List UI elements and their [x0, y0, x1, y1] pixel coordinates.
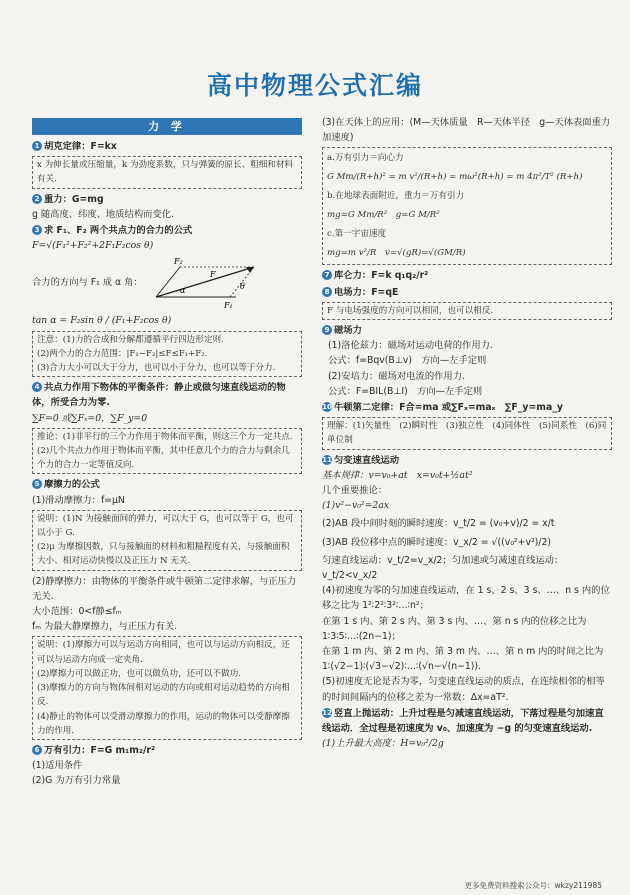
diagram-arrowhead [246, 267, 254, 273]
celestial-application-text: (3)在天体上的应用：(M—天体质量 R—天体半径 g—天体表面重力加速度) [322, 117, 611, 144]
vertical-throw-heading: 12 竖直上抛运动：上升过程是匀减速直线运动，下落过程是匀加速直线运动．全过程是初速度为 v₀、加速度为 −g 的匀变速直线运动. [322, 707, 604, 735]
magnetic-line: (2)安培力：磁场对电流的作用力. [328, 370, 465, 382]
diagram-label-theta: θ [240, 282, 245, 292]
gravity-heading: 2 重力：G=mg [32, 192, 302, 207]
diagram-label-f1: F₂ [174, 257, 183, 267]
resultant-force-heading: 3 求 F₁、F₂ 两个共点力的合力的公式 [32, 223, 302, 238]
number-badge-4: 4 [32, 382, 42, 392]
diagram-f1-vector [156, 267, 180, 297]
diagram-label-f: F [210, 270, 216, 280]
number-badge-12: 12 [322, 708, 332, 717]
static-friction-notes [32, 636, 302, 739]
sliding-friction-notes [32, 510, 302, 571]
tan-alpha-formula: tan α = F₂sin θ / (F₁+F₂cos θ) [32, 315, 172, 327]
newton-second-law-heading: 10 牛顿第二定律：F合=ma 或∑Fₓ=maₓ ∑F_y=ma_y [322, 402, 563, 414]
gravitation-condition: (1)适用条件 [32, 760, 83, 772]
equilibrium-notes [32, 428, 302, 475]
number-badge-1: 1 [32, 141, 42, 151]
section-header-mechanics: 力 学 [32, 118, 302, 135]
sliding-friction-formula: (1)滑动摩擦力：f=μN [32, 494, 125, 506]
number-badge-11: 11 [322, 455, 332, 464]
max-height-formula: (1)上升最大高度：H=v₀²/2g [322, 738, 444, 750]
diagram-label-alpha: α [180, 286, 186, 296]
magnetic-force-heading: 9 磁场力 [322, 323, 612, 338]
note-line: (3)摩擦力的方向与物体间相对运动的方向或相对运动趋势的方向相反. [37, 683, 290, 708]
note-line: (2)摩擦力可以做正功，也可以做负功，还可以不做功. [37, 668, 241, 679]
max-static-friction-text: fₘ 为最大静摩擦力，与正压力有关. [32, 621, 178, 633]
celestial-formula-box [322, 147, 612, 265]
kinematics-line: (5)初速度无论是否为零，匀变速直线运动的质点，在连续相邻的相等的时间间隔内的位移之差为一常数：Δx=aT². [322, 676, 605, 703]
page-title: 高中物理公式汇编 [206, 71, 423, 100]
note-line: (4)静止的物体可以受滑动摩擦力的作用，运动的物体可以受静摩擦力的作用. [37, 711, 290, 736]
number-badge-7: 7 [322, 270, 332, 280]
static-friction-text: (2)静摩擦力：由物体的平衡条件或牛顿第二定律求解，与正压力无关. [32, 575, 297, 602]
box-line: G Mm/(R+h)² = m v²/(R+h) = mω²(R+h) = m 4π²/T² (R+h) [327, 172, 583, 183]
box-line: c.第一宇宙速度 [327, 229, 387, 240]
magnetic-line: (1)洛伦兹力：磁场对运动电荷的作用力. [328, 340, 493, 352]
kinematics-line: 几个重要推论： [322, 485, 388, 497]
note-line: (2)两个力的合力范围：|F₁−F₂|≤F≤F₁+F₂. [37, 348, 208, 359]
note-line: 说明：(1)摩擦力可以与运动方向相同，也可以与运动方向相反，还可以与运动方向成一定夹角. [37, 640, 290, 665]
resultant-force-formula: F=√(F₁²+F₂²+2F₁F₂cos θ) [32, 240, 154, 252]
note-line: (2)μ 为摩擦因数，只与接触面的材料和粗糙程度有关，与接触面积大小、相对运动快慢以及正压力 N 无关. [37, 542, 290, 567]
number-badge-3: 3 [32, 225, 42, 235]
hooke-law-note: x 为伸长量或压缩量，k 为劲度系数，只与弹簧的原长、粗细和材料有关. [32, 156, 302, 188]
magnetic-line: 公式：f=Bqv(B⊥v) 方向—左手定则 [328, 355, 487, 367]
coulomb-heading: 7 库仑力：F=k q₁q₂/r² [322, 268, 612, 283]
resultant-force-notes [32, 331, 302, 378]
note-line: (3)合力大小可以大于分力，也可以小于分力，也可以等于分力. [37, 363, 276, 374]
kinematics-line: 基本规律：v=v₀+at x=v₀t+½at² [322, 469, 473, 481]
note-line: (2)几个共点力作用于物体而平衡，其中任意几个力的合力与剩余几个力的合力一定等值反向. [37, 446, 290, 471]
number-badge-2: 2 [32, 194, 42, 204]
electric-force-heading: 8 电场力：F=qE [322, 285, 612, 300]
hooke-law-heading: 1 胡克定律：F=kx [32, 139, 302, 154]
electric-force-note: F 与电场强度的方向可以相同，也可以相反. [322, 302, 612, 320]
static-friction-range: 大小范围：0<f静≤fₘ [32, 606, 122, 618]
kinematics-line: (1)v²−v₀²=2ax [322, 500, 390, 512]
number-badge-5: 5 [32, 479, 42, 489]
equilibrium-heading: 4 共点力作用下物体的平衡条件：静止或做匀速直线运动的物体，所受合力为零. [32, 382, 286, 409]
kinematics-line: 在第 1 m 内、第 2 m 内、第 3 m 内、…、第 n m 内的时间之比为 1∶(√2−1)∶(√3−√2)∶…∶(√n−√(n−1)). [322, 646, 604, 673]
box-line: mg=G Mm/R² g=G M/R² [327, 210, 440, 221]
number-badge-6: 6 [32, 745, 42, 755]
gravitation-constant: (2)G 为万有引力常量 [32, 775, 121, 787]
resultant-direction-text: 合力的方向与 F₁ 成 α 角： [32, 276, 143, 288]
footer-watermark: 更多免费资料搜索公众号：wkzy211985 [464, 881, 602, 890]
newton-second-law-note: 理解：(1)矢量性 (2)瞬时性 (3)独立性 (4)同体性 (5)同系性 (6)同单位制 [322, 417, 612, 449]
kinematics-line: 匀速直线运动：v_t/2=v_x/2；匀加速或匀减速直线运动：v_t/2<v_x/2 [322, 554, 564, 582]
parallelogram-diagram [150, 253, 260, 311]
kinematics-line: 在第 1 s 内、第 2 s 内、第 3 s 内、…、第 n s 内的位移之比为 1∶3∶5∶…∶(2n−1)； [322, 615, 587, 642]
left-column [32, 118, 302, 789]
magnetic-line: 公式：F=BIL(B⊥I) 方向—左手定则 [328, 385, 483, 397]
kinematics-line: (2)AB 段中间时刻的瞬时速度：v_t/2 = (v₀+v)/2 = x/t [322, 518, 555, 530]
kinematics-line: (3)AB 段位移中点的瞬时速度：v_x/2 = √((v₀²+v²)/2) [322, 536, 551, 548]
number-badge-10: 10 [322, 403, 332, 412]
number-badge-9: 9 [322, 325, 332, 335]
box-line: mg=m v²/R v=√(gR)=√(GM/R) [327, 248, 466, 259]
box-line: b.在地球表面附近，重力＝万有引力 [327, 191, 465, 202]
box-line: a.万有引力＝向心力 [327, 153, 404, 164]
note-line: 推论：(1)非平行的三个力作用于物体而平衡，则这三个力一定共点. [37, 431, 293, 442]
friction-heading: 5 摩擦力的公式 [32, 477, 302, 492]
equilibrium-formula: ∑F=0 或∑Fₓ=0，∑F_y=0 [32, 412, 148, 424]
right-column [322, 115, 612, 752]
uniform-acceleration-heading: 11 匀变速直线运动 [322, 454, 400, 466]
note-line: 注意：(1)力的合成和分解都遵循平行四边形定则. [37, 334, 224, 345]
gravity-text: g 随高度、纬度、地质结构而变化. [32, 208, 174, 220]
kinematics-line: (4)初速度为零的匀加速直线运动，在 1 s、2 s、3 s、…、n s 内的位移之比为 1²∶2²∶3²∶…∶n²； [322, 585, 610, 612]
note-line: 说明：(1)N 为接触面间的弹力，可以大于 G，也可以等于 G，也可以小于 G. [37, 513, 294, 539]
number-badge-8: 8 [322, 287, 332, 297]
gravitation-heading: 6 万有引力：F=G m₁m₂/r² [32, 743, 302, 758]
diagram-label-f2: F₁ [224, 301, 233, 311]
